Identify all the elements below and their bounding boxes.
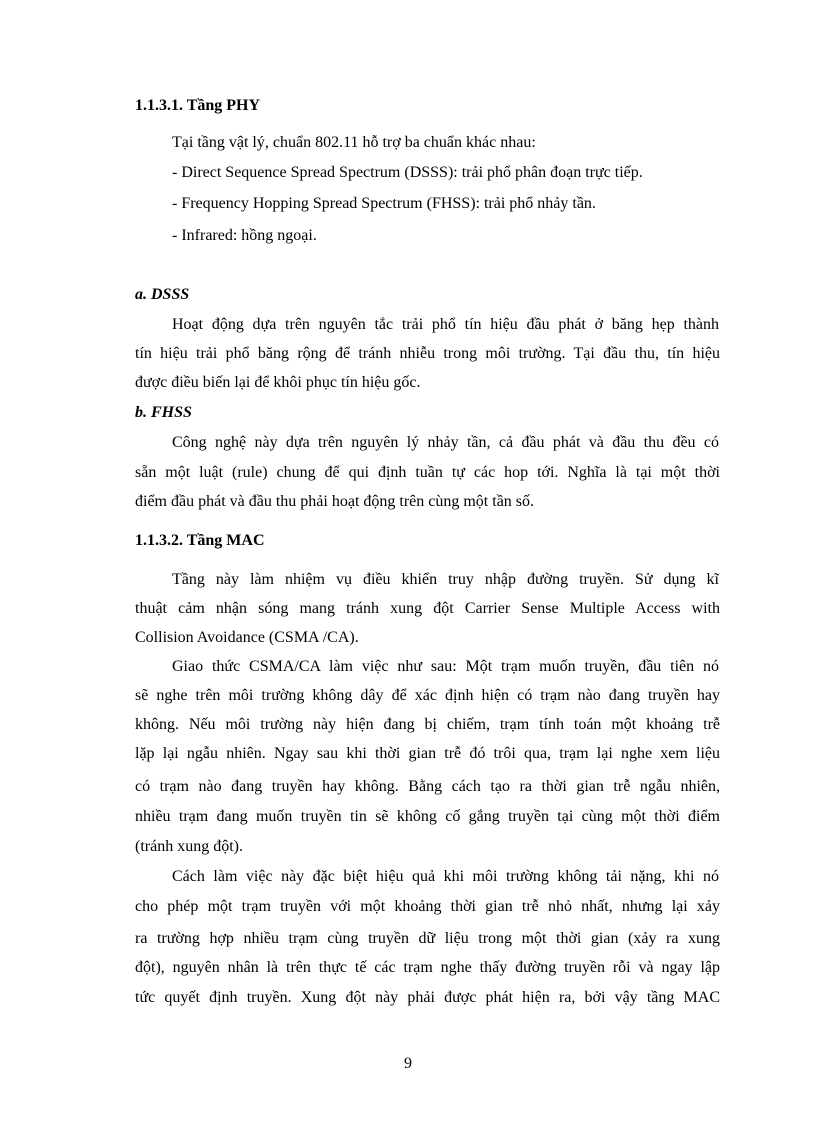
phy-intro: Tại tầng vật lý, chuẩn 802.11 hỗ trợ ba chuẩn khác nhau:: [172, 134, 536, 151]
mac-p3-line-4: đột), nguyên nhân là trên thực tế các trạm nghe thấy đường truyền rỗi và ngay lập: [135, 959, 720, 976]
fhss-line-2: sẵn một luật (rule) chung để qui định tuần tự các hop tới. Nghĩa là tại một thời: [135, 464, 720, 481]
fhss-line-1: Công nghệ này dựa trên nguyên lý nhảy tần, cả đầu phát và đầu thu đều có: [172, 434, 719, 451]
mac-p2-line-2: sẽ nghe trên môi trường không dây để xác định hiện có trạm nào đang truyền hay: [135, 687, 720, 704]
mac-p3-line-5: tức quyết định truyền. Xung đột này phải được phát hiện ra, bởi vậy tầng MAC: [135, 989, 720, 1006]
dsss-line-2: tín hiệu trải phổ băng rộng để tránh nhiễu trong môi trường. Tại đầu thu, tín hiệu: [135, 345, 720, 362]
mac-p1-line-1: Tầng này làm nhiệm vụ điều khiển truy nhập đường truyền. Sử dụng kĩ: [172, 571, 719, 588]
subheading-dsss: a. DSSS: [135, 286, 190, 303]
mac-p2-line-3: không. Nếu môi trường này hiện đang bị chiếm, trạm tính toán một khoảng trễ: [135, 716, 720, 733]
phy-list-item-fhss: - Frequency Hopping Spread Spectrum (FHSS): trải phổ nhảy tần.: [172, 195, 596, 212]
dsss-line-3: được điều biến lại để khôi phục tín hiệu gốc.: [135, 374, 421, 391]
mac-p2-line-1: Giao thức CSMA/CA làm việc như sau: Một trạm muốn truyền, đầu tiên nó: [172, 658, 719, 675]
subheading-fhss: b. FHSS: [135, 404, 192, 421]
mac-p2-line-7: (tránh xung đột).: [135, 838, 243, 855]
page-number: 9: [404, 1055, 412, 1072]
mac-p2-line-4: lặp lại ngẫu nhiên. Ngay sau khi thời gian trễ đó trôi qua, trạm lại nghe xem liệu: [135, 745, 720, 762]
mac-p3-line-1: Cách làm việc này đặc biệt hiệu quả khi môi trường không tải nặng, khi nó: [172, 868, 719, 885]
mac-p2-line-6: nhiều trạm đang muốn truyền tin sẽ không cố gắng truyền tại cùng một thời điểm: [135, 808, 720, 825]
fhss-line-3: điểm đầu phát và đầu thu phải hoạt động trên cùng một tần số.: [135, 493, 535, 510]
mac-p1-line-3: Collision Avoidance (CSMA /CA).: [135, 629, 359, 646]
phy-list-item-dsss: - Direct Sequence Spread Spectrum (DSSS): trải phổ phân đoạn trực tiếp.: [172, 164, 643, 181]
section-heading-mac: 1.1.3.2. Tầng MAC: [135, 532, 265, 549]
mac-p1-line-2: thuật cảm nhận sóng mang tránh xung đột Carrier Sense Multiple Access with: [135, 600, 720, 617]
mac-p3-line-2: cho phép một trạm truyền với một khoảng thời gian trễ nhỏ nhất, nhưng lại xảy: [135, 898, 720, 915]
phy-list-item-infrared: - Infrared: hồng ngoại.: [172, 227, 317, 244]
mac-p3-line-3: ra trường hợp nhiều trạm cùng truyền dữ liệu trong một thời gian (xảy ra xung: [135, 930, 720, 947]
dsss-line-1: Hoạt động dựa trên nguyên tắc trải phổ tín hiệu đầu phát ở băng hẹp thành: [172, 316, 719, 333]
mac-p2-line-5: có trạm nào đang truyền hay không. Bằng cách tạo ra thời gian trễ ngẫu nhiên,: [135, 778, 720, 795]
section-heading-phy: 1.1.3.1. Tầng PHY: [135, 97, 261, 114]
